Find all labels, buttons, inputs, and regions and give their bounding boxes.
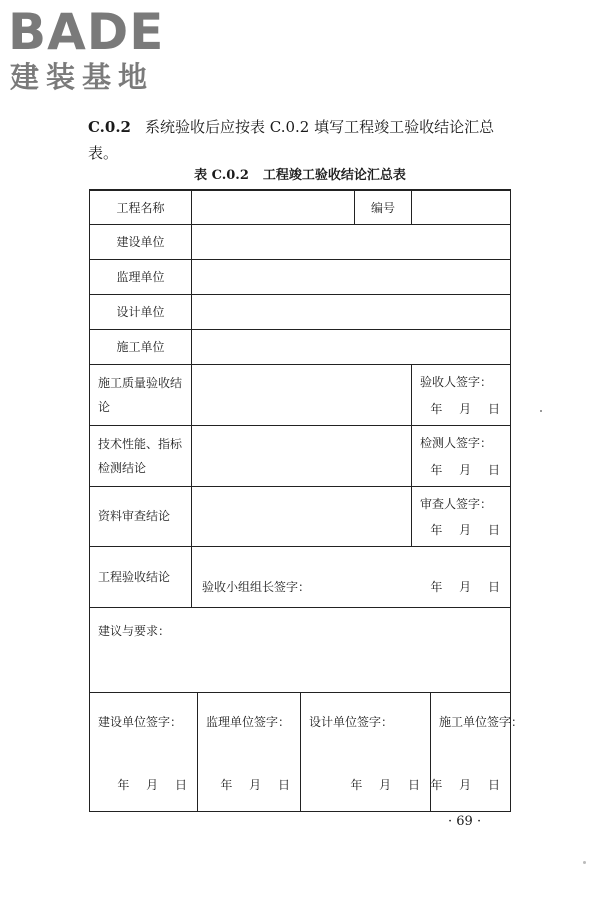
construction-unit-field[interactable] [192, 224, 511, 259]
scan-speck [583, 861, 586, 864]
performance-row [90, 425, 511, 486]
design-unit-signature[interactable] [301, 692, 431, 811]
performance-label: 技术性能、指标检测结论 [90, 425, 192, 486]
performance-signature-cell[interactable] [412, 425, 511, 486]
documents-signature-cell[interactable] [412, 486, 511, 546]
bade-logo [8, 4, 178, 96]
design-signer-label: 设计单位签字： [309, 714, 394, 729]
serial-label: 编号 [355, 190, 412, 224]
construction-unit-signature[interactable] [90, 692, 198, 811]
acceptance-signature-cell[interactable] [192, 546, 511, 607]
acceptance-signer-label: 验收小组组长签字： [202, 579, 311, 594]
acceptance-summary-table [89, 189, 524, 812]
design-unit-row [90, 294, 511, 329]
documents-signer-label: 审查人签字： [420, 496, 493, 511]
remarks-row [90, 607, 511, 692]
contractor-sign-date: 年 月 日 [430, 777, 500, 792]
clause-text: 系统验收后应按表 C.0.2 填写工程竣工验收结论汇总表。 [88, 118, 495, 162]
performance-date: 年 月 日 [430, 462, 500, 477]
supervision-unit-signature[interactable] [198, 692, 301, 811]
serial-field[interactable] [412, 190, 511, 224]
documents-conclusion-field[interactable] [192, 486, 412, 546]
remarks-cell[interactable] [90, 607, 511, 692]
scan-speck [540, 410, 542, 412]
unit-signatures-row [90, 692, 511, 811]
construction-unit-label: 建设单位 [90, 224, 192, 259]
design-unit-field[interactable] [192, 294, 511, 329]
quality-label: 施工质量验收结论 [90, 364, 192, 425]
acceptance-date: 年 月 日 [430, 579, 500, 594]
quality-row [90, 364, 511, 425]
project-name-row [90, 190, 511, 224]
supervision-unit-label: 监理单位 [90, 259, 192, 294]
remarks-label: 建议与要求： [98, 623, 171, 638]
supervision-unit-field[interactable] [192, 259, 511, 294]
contractor-signature[interactable] [430, 692, 524, 811]
contractor-label: 施工单位 [90, 329, 192, 364]
acceptance-label: 工程验收结论 [90, 546, 192, 607]
page-number: · 69 · [448, 814, 482, 829]
construction-sign-date: 年 月 日 [117, 777, 187, 792]
documents-row [90, 486, 511, 546]
contractor-field[interactable] [192, 329, 511, 364]
table-title: 工程竣工验收结论汇总表 [262, 168, 406, 183]
table-caption [0, 164, 600, 183]
supervision-sign-date: 年 月 日 [220, 777, 290, 792]
contractor-signer-label: 施工单位签字： [439, 714, 524, 729]
supervision-signer-label: 监理单位签字： [206, 714, 291, 729]
documents-label: 资料审查结论 [90, 486, 192, 546]
construction-unit-row [90, 224, 511, 259]
quality-conclusion-field[interactable] [192, 364, 412, 425]
design-unit-label: 设计单位 [90, 294, 192, 329]
logo-subtitle: 建装基地 [10, 60, 155, 94]
documents-date: 年 月 日 [430, 522, 500, 537]
logo-brand: BADE [8, 3, 165, 61]
performance-signer-label: 检测人签字： [420, 435, 493, 450]
design-sign-date: 年 月 日 [350, 777, 420, 792]
quality-signature-cell[interactable] [412, 364, 511, 425]
supervision-unit-row [90, 259, 511, 294]
construction-signer-label: 建设单位签字： [98, 714, 183, 729]
table-number: 表 C.0.2 [194, 168, 249, 183]
project-name-field[interactable] [192, 190, 355, 224]
clause-number: C.0.2 [88, 118, 131, 136]
project-name-label: 工程名称 [90, 190, 192, 224]
quality-signer-label: 验收人签字： [420, 374, 493, 389]
contractor-row [90, 329, 511, 364]
quality-date: 年 月 日 [430, 401, 500, 416]
clause-paragraph [88, 114, 523, 166]
acceptance-row [90, 546, 511, 607]
performance-conclusion-field[interactable] [192, 425, 412, 486]
